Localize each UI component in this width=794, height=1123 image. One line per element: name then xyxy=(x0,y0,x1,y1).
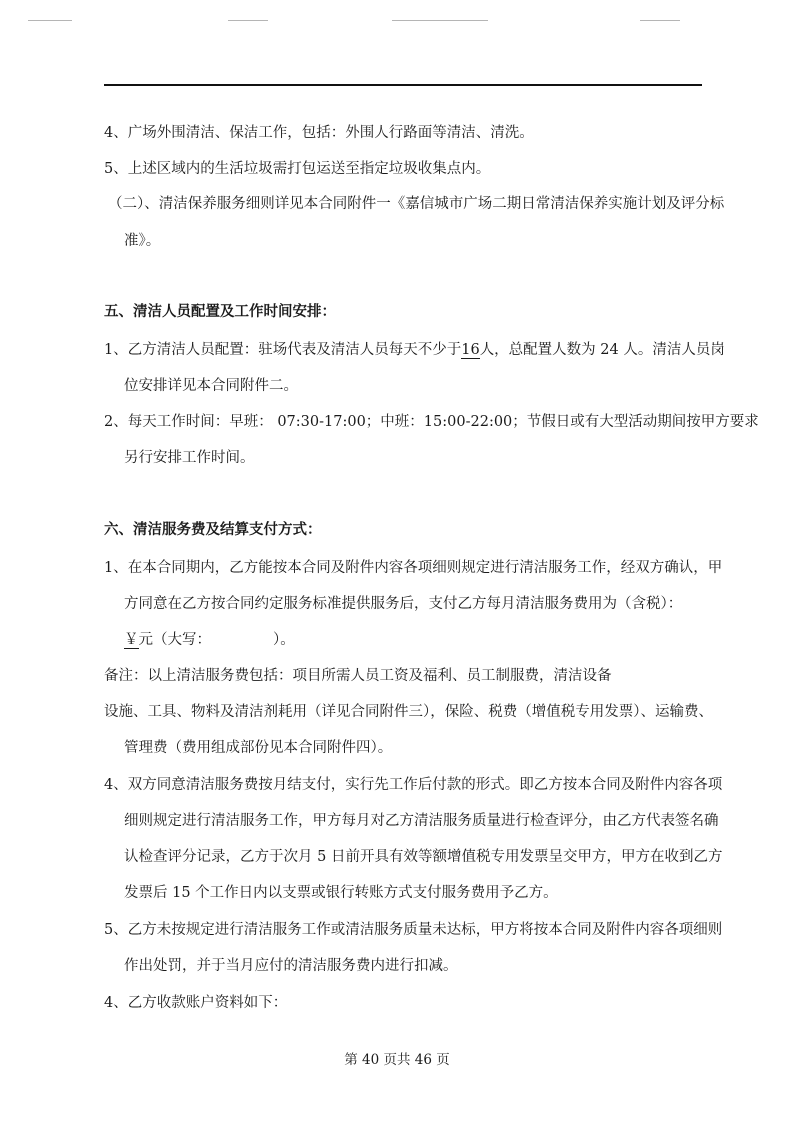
paragraph-line: 2、每天工作时间：早班： 07:30-17:00；中班：15:00-22:00；节假日或有大型活动期间按甲方要求 xyxy=(104,414,759,430)
paragraph-line: 4、广场外围清洁、保洁工作，包括：外围人行路面等清洁、清洗。 xyxy=(104,125,534,141)
section-heading: 六、清洁服务费及结算支付方式： xyxy=(104,521,322,538)
line-text: 元（大写： xyxy=(138,632,211,648)
fee-amount-field: ￥ xyxy=(124,632,139,648)
header-rule xyxy=(104,84,702,86)
paragraph-line: （二）、清洁保养服务细则详见本合同附件一《嘉信城市广场二期日常清洁保养实施计划及评分标 xyxy=(108,196,725,212)
scan-artifact xyxy=(28,20,72,21)
scan-artifact xyxy=(228,20,268,21)
paragraph-line: 5、上述区域内的生活垃圾需打包运送至指定垃圾收集点内。 xyxy=(104,161,491,177)
scan-artifact xyxy=(640,20,680,21)
paragraph-line: 另行安排工作时间。 xyxy=(124,450,255,466)
paragraph-line: 准》。 xyxy=(124,233,161,249)
page-number: 第 40 页共 46 页 xyxy=(344,1052,450,1068)
line-text: ）。 xyxy=(273,632,295,648)
paragraph-line: 位安排详见本合同附件二。 xyxy=(124,378,298,394)
paragraph-line: 作出处罚，并于当月应付的清洁服务费内进行扣减。 xyxy=(124,958,458,974)
paragraph-line: 4、乙方收款账户资料如下： xyxy=(104,995,288,1011)
fee-amount-line xyxy=(124,630,295,650)
paragraph-line: 管理费（费用组成部份见本合同附件四）。 xyxy=(124,740,393,756)
line-text: 1、乙方清洁人员配置：驻场代表及清洁人员每天不少于 xyxy=(104,342,462,358)
line-text: 人，总配置人数为 24 人。清洁人员岗 xyxy=(479,342,725,358)
paragraph-line: 细则规定进行清洁服务工作，甲方每月对乙方清洁服务质量进行检查评分，由乙方代表签名确 xyxy=(124,813,719,829)
paragraph-line: 设施、工具、物料及清洁剂耗用（详见合同附件三），保险、税费（增值税专用发票）、运输费、 xyxy=(104,704,713,720)
paragraph-line: 发票后 15 个工作日内以支票或银行转账方式支付服务费用予乙方。 xyxy=(124,885,558,901)
paragraph-line: 4、双方同意清洁服务费按月结支付，实行先工作后付款的形式。即乙方按本合同及附件内容各项 xyxy=(104,777,723,793)
scan-artifact xyxy=(392,20,488,21)
paragraph-line: 5、乙方未按规定进行清洁服务工作或清洁服务质量未达标，甲方将按本合同及附件内容各项细则 xyxy=(104,922,723,938)
paragraph-line: 方同意在乙方按合同约定服务标准提供服务后，支付乙方每月清洁服务费用为（含税）： xyxy=(124,596,683,612)
paragraph-line: 1、在本合同期内，乙方能按本合同及附件内容各项细则规定进行清洁服务工作，经双方确认，甲 xyxy=(104,560,723,576)
staff-count-field: 16 xyxy=(461,342,480,358)
paragraph-line xyxy=(104,340,725,360)
paragraph-line: 认检查评分记录，乙方于次月 5 日前开具有效等额增值税专用发票呈交甲方，甲方在收到乙方 xyxy=(124,849,723,865)
section-heading: 五、清洁人员配置及工作时间安排： xyxy=(104,303,336,320)
paragraph-line: 备注：以上清洁服务费包括：项目所需人员工资及福利、员工制服费，清洁设备 xyxy=(104,668,612,684)
